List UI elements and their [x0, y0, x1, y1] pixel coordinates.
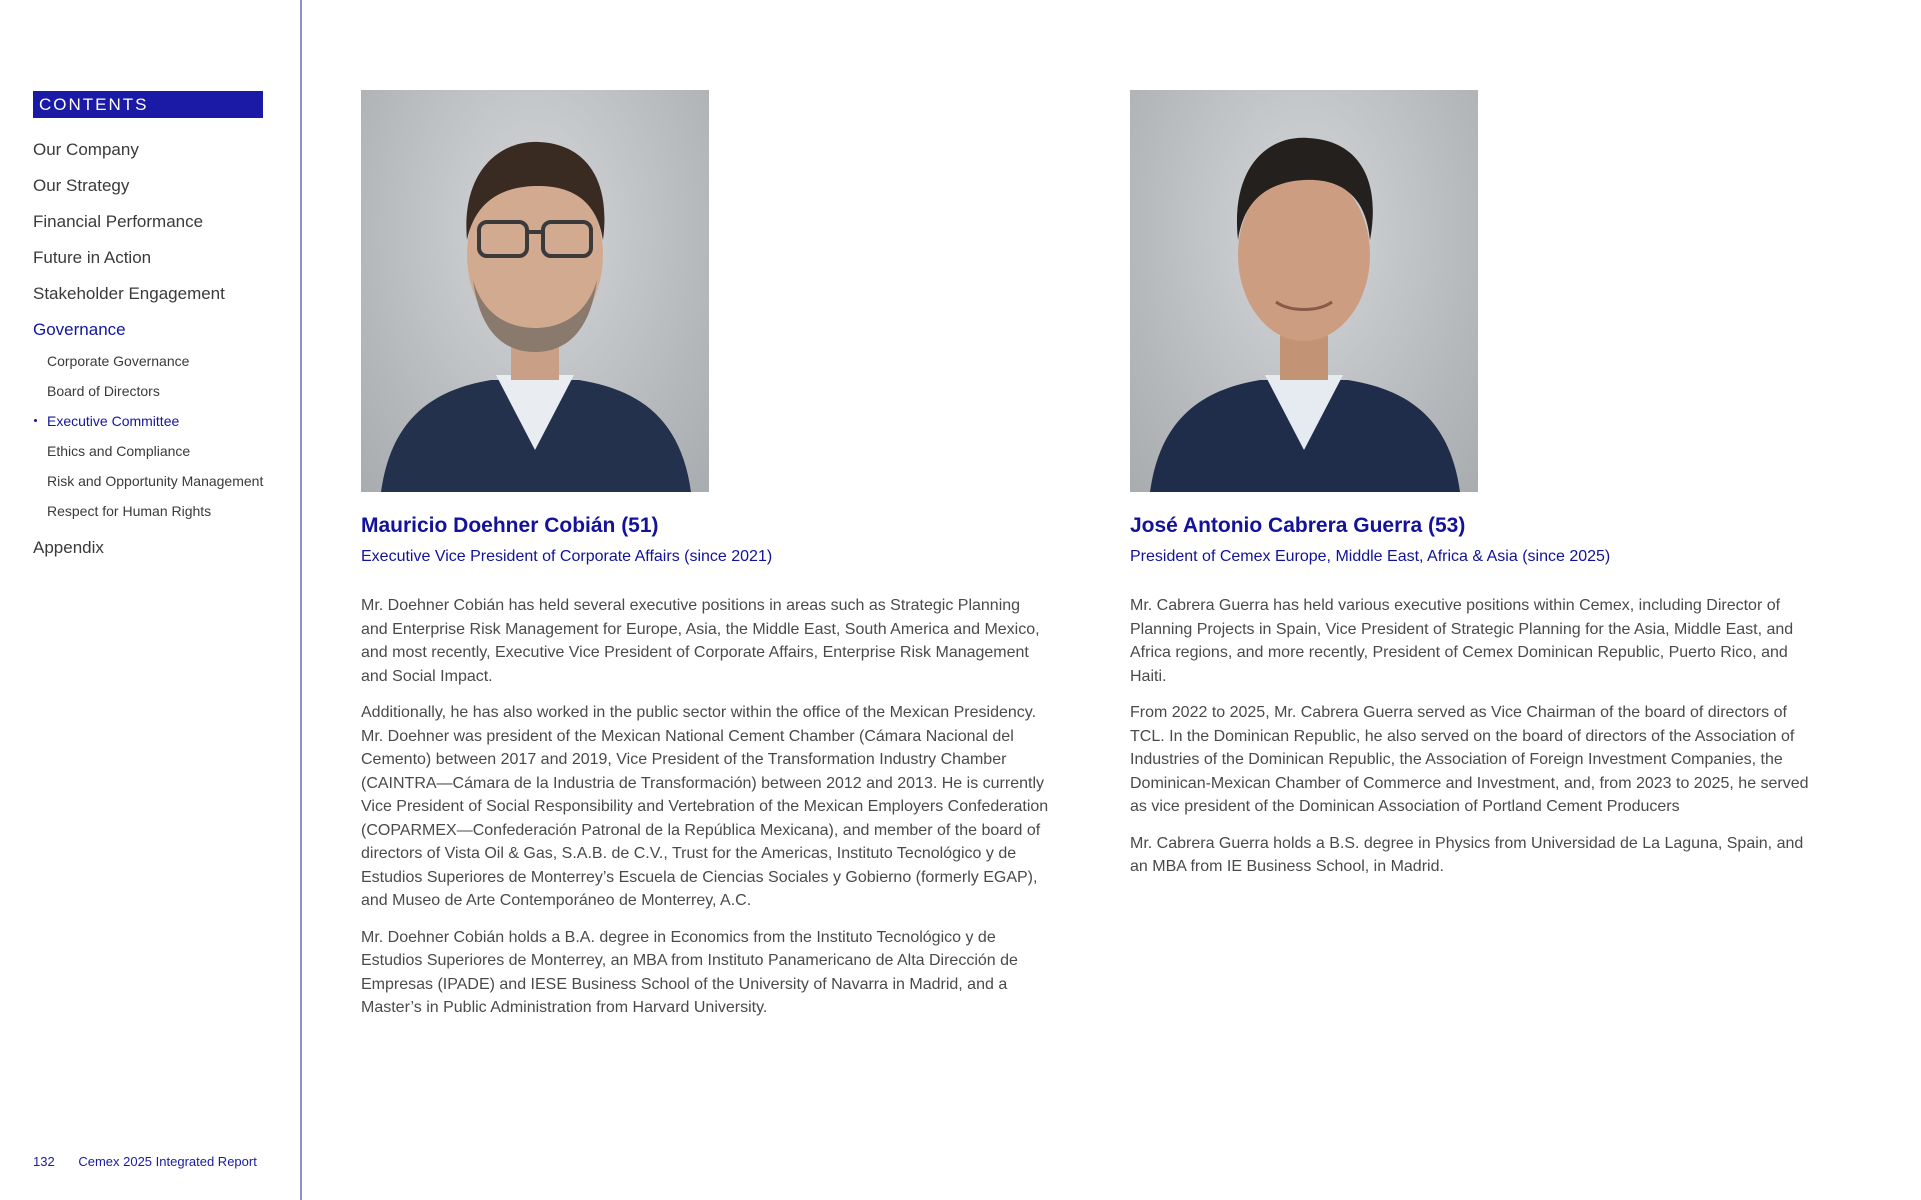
- profile-title: Executive Vice President of Corporate Affairs (since 2021): [361, 548, 773, 565]
- nav-item-financial-performance[interactable]: Financial Performance: [33, 212, 204, 231]
- nav-item-stakeholder-engagement[interactable]: Stakeholder Engagement: [33, 284, 225, 303]
- table-of-contents: [33, 136, 293, 570]
- portrait-photo: [361, 90, 709, 492]
- profile-name: José Antonio Cabrera Guerra (53): [1130, 514, 1466, 537]
- portrait-photo: [1130, 90, 1478, 492]
- profile-bio: [361, 594, 1051, 1020]
- sidebar: [0, 0, 302, 1200]
- report-name: Cemex 2025 Integrated Report: [78, 1154, 257, 1169]
- contents-header: CONTENTS: [33, 91, 263, 118]
- profile-card: [361, 90, 1051, 1033]
- bio-paragraph: Mr. Cabrera Guerra holds a B.S. degree in Physics from Universidad de La Laguna, Spain, and an MBA from IE Business School, in Madrid.: [1130, 834, 1804, 875]
- governance-submenu: [33, 348, 293, 528]
- nav-item-our-strategy[interactable]: Our Strategy: [33, 176, 130, 195]
- bio-paragraph: Mr. Doehner Cobián has held several executive positions in areas such as Strategic Planning and Enterprise Risk Management for Europe, Asia, the Middle East, South America and Mexico, and most recently, Executive Vice President of Corporate Affairs, Enterprise Risk Management and Social Impact.: [361, 597, 1040, 685]
- subnav-item-executive-committee[interactable]: Executive Committee: [33, 408, 293, 438]
- bio-paragraph: Mr. Cabrera Guerra has held various executive positions within Cemex, including Director of Planning Projects in Spain, Vice President of Strategic Planning for the Asia, Middle East, and Africa regions, and more recently, President of Cemex Dominican Republic, Puerto Rico, and Haiti.: [1130, 597, 1794, 685]
- profile-name: Mauricio Doehner Cobián (51): [361, 514, 659, 537]
- nav-item-governance[interactable]: Governance: [33, 320, 126, 339]
- profile-card: [1130, 90, 1820, 892]
- subnav-item-risk-and-opportunity-management[interactable]: Risk and Opportunity Management: [47, 473, 264, 489]
- nav-item-appendix[interactable]: Appendix: [33, 538, 104, 557]
- subnav-item-respect-for-human-rights[interactable]: Respect for Human Rights: [47, 503, 212, 519]
- subnav-item-board-of-directors[interactable]: Board of Directors: [47, 383, 160, 399]
- profile-bio: [1130, 594, 1820, 879]
- subnav-item-ethics-and-compliance[interactable]: Ethics and Compliance: [47, 443, 191, 459]
- bio-paragraph: From 2022 to 2025, Mr. Cabrera Guerra served as Vice Chairman of the board of directors of TCL. In the Dominican Republic, he also served on the board of directors of the Association of Industries of the Dominican Republic, the Association of Foreign Investment Companies, the Dominican-Mexican Chamber of Commerce and Investment, and, from 2023 to 2025, he served as vice president of the Dominican Association of Portland Cement Producers: [1130, 704, 1809, 815]
- page-number: 132: [33, 1154, 55, 1169]
- nav-item-future-in-action[interactable]: Future in Action: [33, 248, 152, 267]
- bio-paragraph: Mr. Doehner Cobián holds a B.A. degree in Economics from the Instituto Tecnológico y de Estudios Superiores de Monterrey, an MBA from Instituto Panamericano de Alta Dirección de Empresas (IPADE) and IESE Business School of the University of Navarra in Madrid, and a Master’s in Public Administration from Harvard University.: [361, 928, 1018, 1016]
- nav-item-our-company[interactable]: Our Company: [33, 140, 139, 159]
- page-footer: [33, 1154, 257, 1169]
- subnav-item-corporate-governance[interactable]: Corporate Governance: [47, 353, 190, 369]
- bio-paragraph: Additionally, he has also worked in the public sector within the office of the Mexican Presidency. Mr. Doehner was president of the Mexican National Cement Chamber (Cámara Nacional del Cemento) between 2017 and 2019, Vice President of the Transformation Industry Chamber (CAINTRA—Cámara de la Industria de Transformación) between 2012 and 2013. He is currently Vice President of Social Responsibility and Vertebration of the Mexican Employers Confederation (COPARMEX—Confederación Patronal de la República Mexicana), and member of the board of directors of Vista Oil & Gas, S.A.B. de C.V., Trust for the Americas, Instituto Tecnológico y de Estudios Superiores de Monterrey’s Escuela de Ciencias Sociales y Gobierno (formerly EGAP), and Museo de Arte Contemporáneo de Monterrey, A.C.: [361, 704, 1049, 909]
- profile-title: President of Cemex Europe, Middle East, Africa & Asia (since 2025): [1130, 548, 1611, 565]
